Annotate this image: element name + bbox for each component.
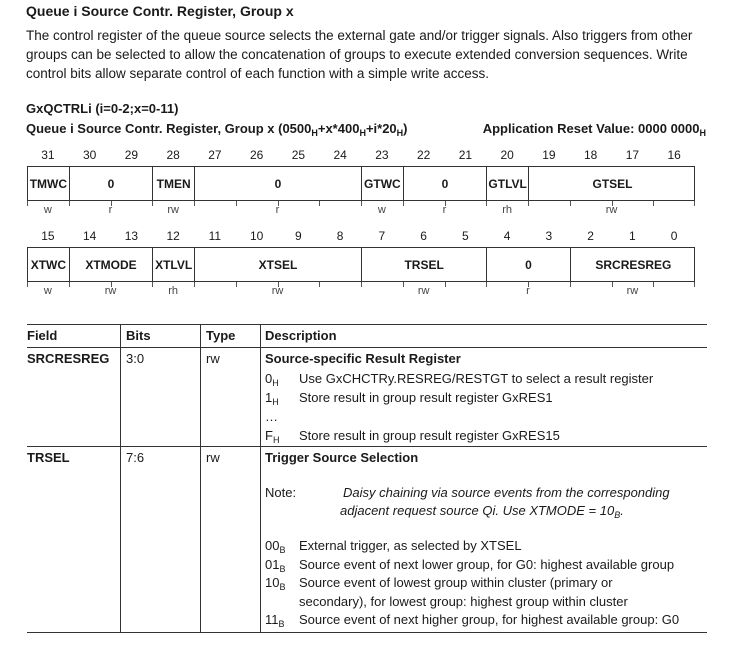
value-description: secondary), for lowest group: highest group within cluster — [299, 593, 628, 609]
register-field: XTLVL — [153, 248, 195, 281]
bit-number: 11 — [208, 229, 222, 243]
bit-number: 19 — [542, 148, 556, 162]
bit-number: 12 — [166, 229, 180, 243]
register-field: GTWC — [362, 167, 404, 200]
bit-number: 6 — [420, 229, 427, 243]
value-code: $01_B$ — [265, 556, 286, 574]
bit-number: 14 — [82, 229, 97, 243]
register-field: XTSEL — [195, 248, 362, 281]
field-access: r — [526, 285, 530, 297]
row-trsel-field: TRSEL — [27, 450, 70, 465]
bit-number: 7 — [378, 229, 386, 243]
note-label: Note: — [265, 485, 297, 500]
field-access: rw — [167, 204, 179, 216]
register-field: XTMODE — [70, 248, 154, 281]
value-description: Source event of next lower group, for G0: highest available group — [299, 556, 675, 572]
bit-number: 2 — [587, 229, 594, 243]
intro-paragraph: The control register of the queue source selects the external gate and/or trigger signals. Also triggers from other groups can be selected to allow the concatenation of groups to execute extended conversion sequences. Write control bits allow separate control of each function with a simple write access. — [26, 28, 693, 81]
bit-number: 15 — [41, 229, 55, 243]
field-access: r — [108, 204, 113, 216]
field-access: rw — [417, 285, 430, 297]
bit-number: 16 — [667, 148, 681, 162]
register-field: 0 — [487, 248, 571, 281]
value-code: $00_B$ — [265, 538, 286, 555]
value-code: $10_B$ — [265, 575, 286, 592]
register-field: 0 — [404, 167, 488, 200]
row-trsel-bits: 7:6 — [126, 450, 145, 465]
upper-register-row — [27, 166, 695, 201]
register-address-line: Queue i Source Contr. Register, Group x $(0500_H+x*400_H+i*20_H)$ — [26, 121, 408, 138]
bit-number: 27 — [208, 148, 222, 162]
bit-number: 13 — [124, 229, 139, 243]
field-access: w — [377, 204, 386, 216]
lower-register-row — [27, 247, 695, 282]
register-field: 0 — [70, 167, 154, 200]
value-code: $0_H$ — [265, 371, 279, 388]
value-code: $11_B$ — [265, 612, 285, 629]
field-access: rw — [271, 285, 284, 297]
row-srcresreg-type: rw — [206, 351, 220, 366]
row-srcresreg-bits: 3:0 — [126, 351, 145, 366]
bit-number: 0 — [670, 229, 678, 243]
bit-number: 10 — [249, 229, 264, 243]
bit-number: 5 — [462, 229, 469, 243]
bit-number: 1 — [629, 229, 636, 243]
value-code: … — [265, 409, 278, 424]
note-line-1: Daisy chaining via source events from the corresponding — [343, 485, 670, 500]
value-code: $F_H$ — [265, 428, 280, 445]
bit-number: 17 — [625, 148, 640, 162]
note-line-2: adjacent request source Qi. Use XTMODE = $10_B$. — [340, 503, 624, 520]
register-field: GTLVL — [487, 167, 529, 200]
bit-number: 28 — [166, 148, 180, 162]
bit-number: 3 — [545, 229, 553, 243]
register-field: 0 — [195, 167, 362, 200]
bit-number: 30 — [82, 148, 97, 162]
bit-number: 31 — [41, 148, 55, 162]
field-access: r — [275, 204, 280, 216]
register-field: XTWC — [28, 248, 70, 281]
bit-number: 9 — [295, 229, 302, 243]
header-description: Description — [265, 328, 337, 343]
field-access: r — [442, 204, 447, 216]
value-description: Use GxCHCTRy.RESREG/RESTGT to select a result register — [299, 371, 654, 386]
field-access: w — [43, 204, 52, 216]
field-access: rw — [605, 204, 618, 216]
bit-number: 29 — [124, 148, 139, 162]
section-title: Queue i Source Contr. Register, Group x — [26, 3, 294, 19]
value-description: Store result in group result register GxRES1 — [299, 390, 553, 405]
value-code: $1_H$ — [265, 390, 279, 407]
register-field: TRSEL — [362, 248, 487, 281]
field-access: rw — [104, 285, 117, 297]
value-description: Source event of next higher group, for highest available group: G0 — [299, 612, 680, 627]
register-field: GTSEL — [592, 176, 633, 191]
register-field: TMEN — [153, 167, 195, 200]
bit-number: 26 — [249, 148, 264, 162]
row-srcresreg-title: Source-specific Result Register — [265, 351, 461, 366]
bit-number: 20 — [500, 148, 514, 162]
header-bits: Bits — [126, 328, 151, 343]
bit-number: 24 — [333, 148, 347, 162]
row-srcresreg-field: SRCRESREG — [27, 351, 110, 366]
value-description: Store result in group result register GxRES15 — [299, 428, 560, 443]
header-field: Field — [27, 328, 58, 343]
bit-number: 23 — [375, 148, 389, 162]
field-access: rh — [502, 204, 513, 216]
bit-number: 4 — [503, 229, 511, 243]
bit-number: 21 — [458, 148, 473, 162]
bit-number: 18 — [583, 148, 598, 162]
field-access: rw — [626, 285, 639, 297]
field-access: rh — [168, 285, 179, 297]
row-trsel-type: rw — [206, 450, 220, 465]
register-name: GxQCTRLi (i=0-2;x=0-11) — [26, 101, 179, 116]
value-description: Source event of lowest group within cluster (primary or — [299, 575, 613, 590]
row-trsel-title: Trigger Source Selection — [265, 450, 419, 465]
bit-number: 22 — [416, 148, 431, 162]
header-type: Type — [206, 328, 236, 343]
bit-number: 8 — [336, 229, 344, 243]
reset-value: Application Reset Value: 0000 $0000_H$ — [482, 121, 706, 138]
register-field: SRCRESREG — [595, 257, 672, 272]
register-field: TMWC — [28, 167, 70, 200]
value-description: External trigger, as selected by XTSEL — [299, 538, 522, 553]
bit-number: 25 — [291, 148, 306, 162]
field-access: w — [43, 285, 52, 297]
